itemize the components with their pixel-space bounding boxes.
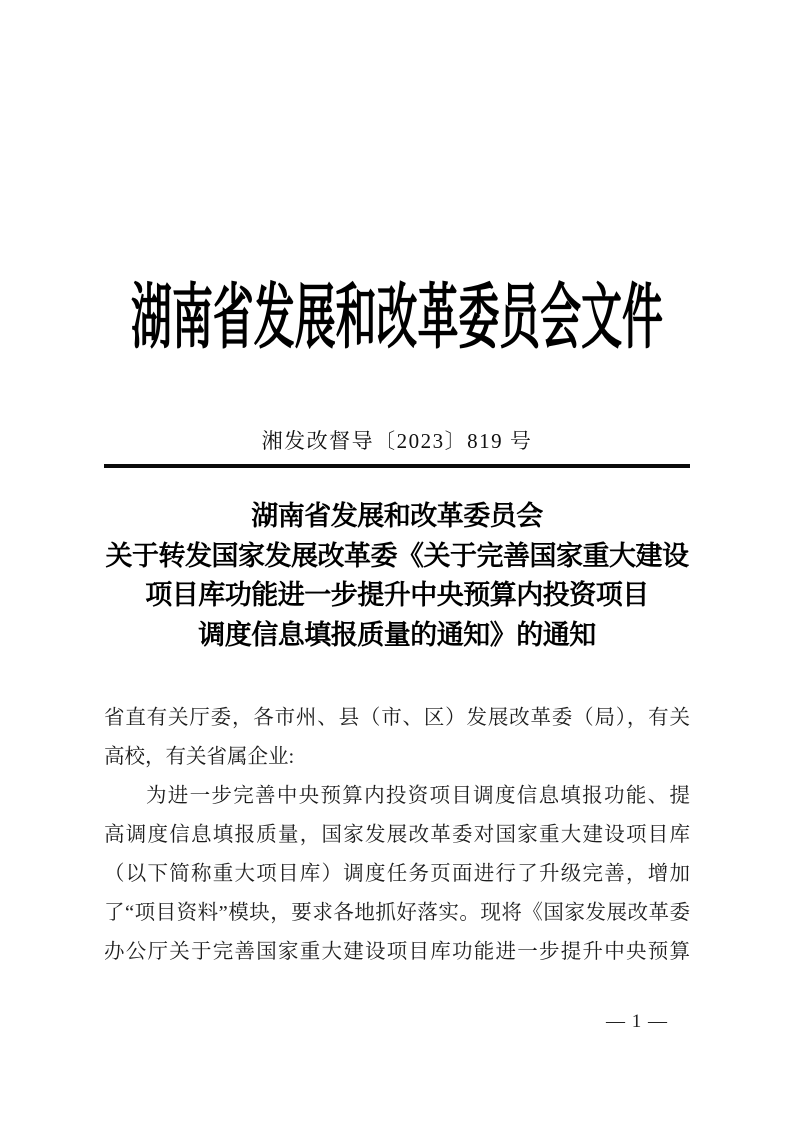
agency-header-title: 湖南省发展和改革委员会文件 (131, 278, 663, 358)
body-line-paragraph-4: 了“项目资料”模块，要求各地抓好落实。现将《国家发展改革委 (104, 902, 690, 924)
document-number: 湘发改督导〔2023〕819 号 (261, 429, 533, 453)
title-line-3: 项目库功能进一步提升中央预算内投资项目 (145, 580, 649, 610)
body-line-paragraph-1: 为进一步完善中央预算内投资项目调度信息填报功能、提 (146, 785, 690, 807)
body-line-paragraph-2: 高调度信息填报质量，国家发展改革委对国家重大建设项目库 (104, 824, 690, 846)
body-line-paragraph-3: （以下简称重大项目库）调度任务页面进行了升级完善，增加 (104, 863, 690, 885)
body-line-salutation-2: 高校，有关省属企业: (104, 746, 295, 768)
title-line-2: 关于转发国家发展改革委《关于完善国家重大建设 (105, 540, 689, 571)
title-line-1: 湖南省发展和改革委员会 (251, 501, 543, 531)
body-line-paragraph-5: 办公厅关于完善国家重大建设项目库功能进一步提升中央预算 (104, 941, 690, 963)
document-title (52, 497, 742, 655)
header-divider-rule (104, 464, 690, 468)
title-line-4: 调度信息填报质量的通知》的通知 (198, 619, 596, 650)
page-number: — 1 — (606, 1011, 668, 1032)
body-line-salutation-1: 省直有关厅委，各市州、县（市、区）发展改革委（局），有关 (104, 707, 690, 729)
document-body (104, 699, 690, 972)
